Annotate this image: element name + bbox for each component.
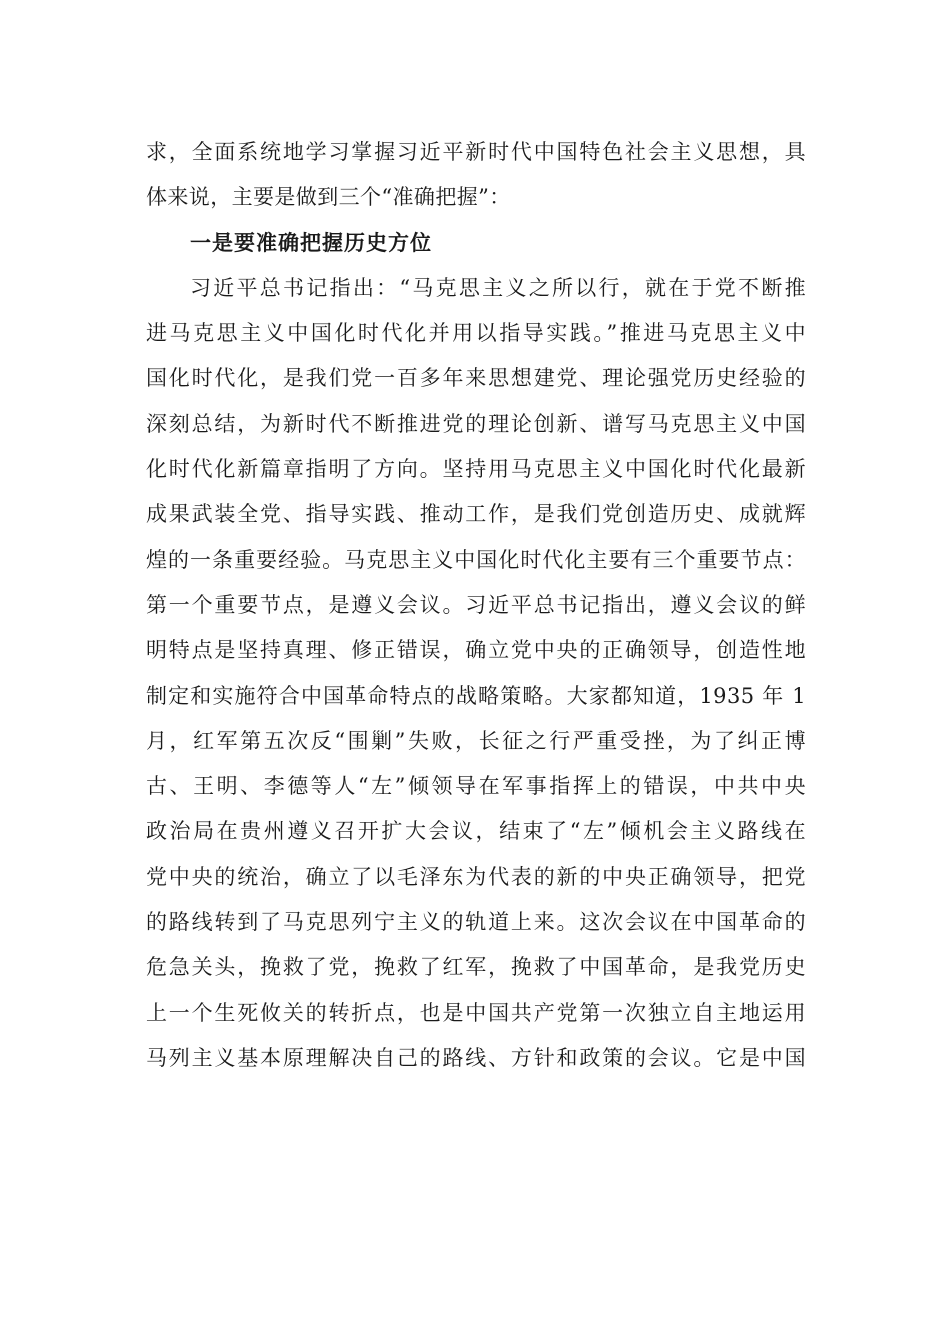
text-line: 国化时代化，是我们党一百多年来思想建党、理论强党历史经验的 — [146, 366, 806, 391]
text-line: 月，红军第五次反“围剿”失败，长征之行严重受挫，为了纠正博 — [146, 728, 806, 753]
text-line: 第一个重要节点，是遵义会议。习近平总书记指出，遵义会议的鲜 — [146, 592, 806, 617]
text-line: 体来说，主要是做到三个“准确把握”： — [146, 185, 511, 210]
text-line: 煌的一条重要经验。马克思主义中国化时代化主要有三个重要节点： — [146, 547, 806, 572]
text-line: 的路线转到了马克思列宁主义的轨道上来。这次会议在中国革命的 — [146, 910, 806, 935]
body-text — [146, 130, 806, 1081]
text-line: 明特点是坚持真理、修正错误，确立党中央的正确领导，创造性地 — [146, 638, 806, 663]
text-line: 马列主义基本原理解决自己的路线、方针和政策的会议。它是中国 — [146, 1045, 806, 1070]
text-line: 制定和实施符合中国革命特点的战略策略。大家都知道，1935 年 1 — [146, 683, 806, 708]
text-line: 习近平总书记指出：“马克思主义之所以行，就在于党不断推 — [190, 275, 806, 300]
text-line: 危急关头，挽救了党，挽救了红军，挽救了中国革命，是我党历史 — [146, 955, 806, 980]
text-line: 化时代化新篇章指明了方向。坚持用马克思主义中国化时代化最新 — [146, 457, 806, 482]
text-line: 成果武装全党、指导实践、推动工作，是我们党创造历史、成就辉 — [146, 502, 806, 527]
text-line: 求，全面系统地学习掌握习近平新时代中国特色社会主义思想，具 — [146, 140, 806, 164]
text-line: 深刻总结，为新时代不断推进党的理论创新、谱写马克思主义中国 — [146, 411, 806, 436]
section-heading: 一是要准确把握历史方位 — [190, 230, 432, 255]
text-line: 古、王明、李德等人“左”倾领导在军事指挥上的错误，中共中央 — [146, 774, 806, 799]
text-line: 政治局在贵州遵义召开扩大会议，结束了“左”倾机会主义路线在 — [146, 819, 806, 844]
text-line: 上一个生死攸关的转折点，也是中国共产党第一次独立自主地运用 — [146, 1000, 806, 1025]
text-line: 党中央的统治，确立了以毛泽东为代表的新的中央正确领导，把党 — [146, 864, 806, 889]
text-line: 进马克思主义中国化时代化并用以指导实践。”推进马克思主义中 — [146, 321, 806, 346]
